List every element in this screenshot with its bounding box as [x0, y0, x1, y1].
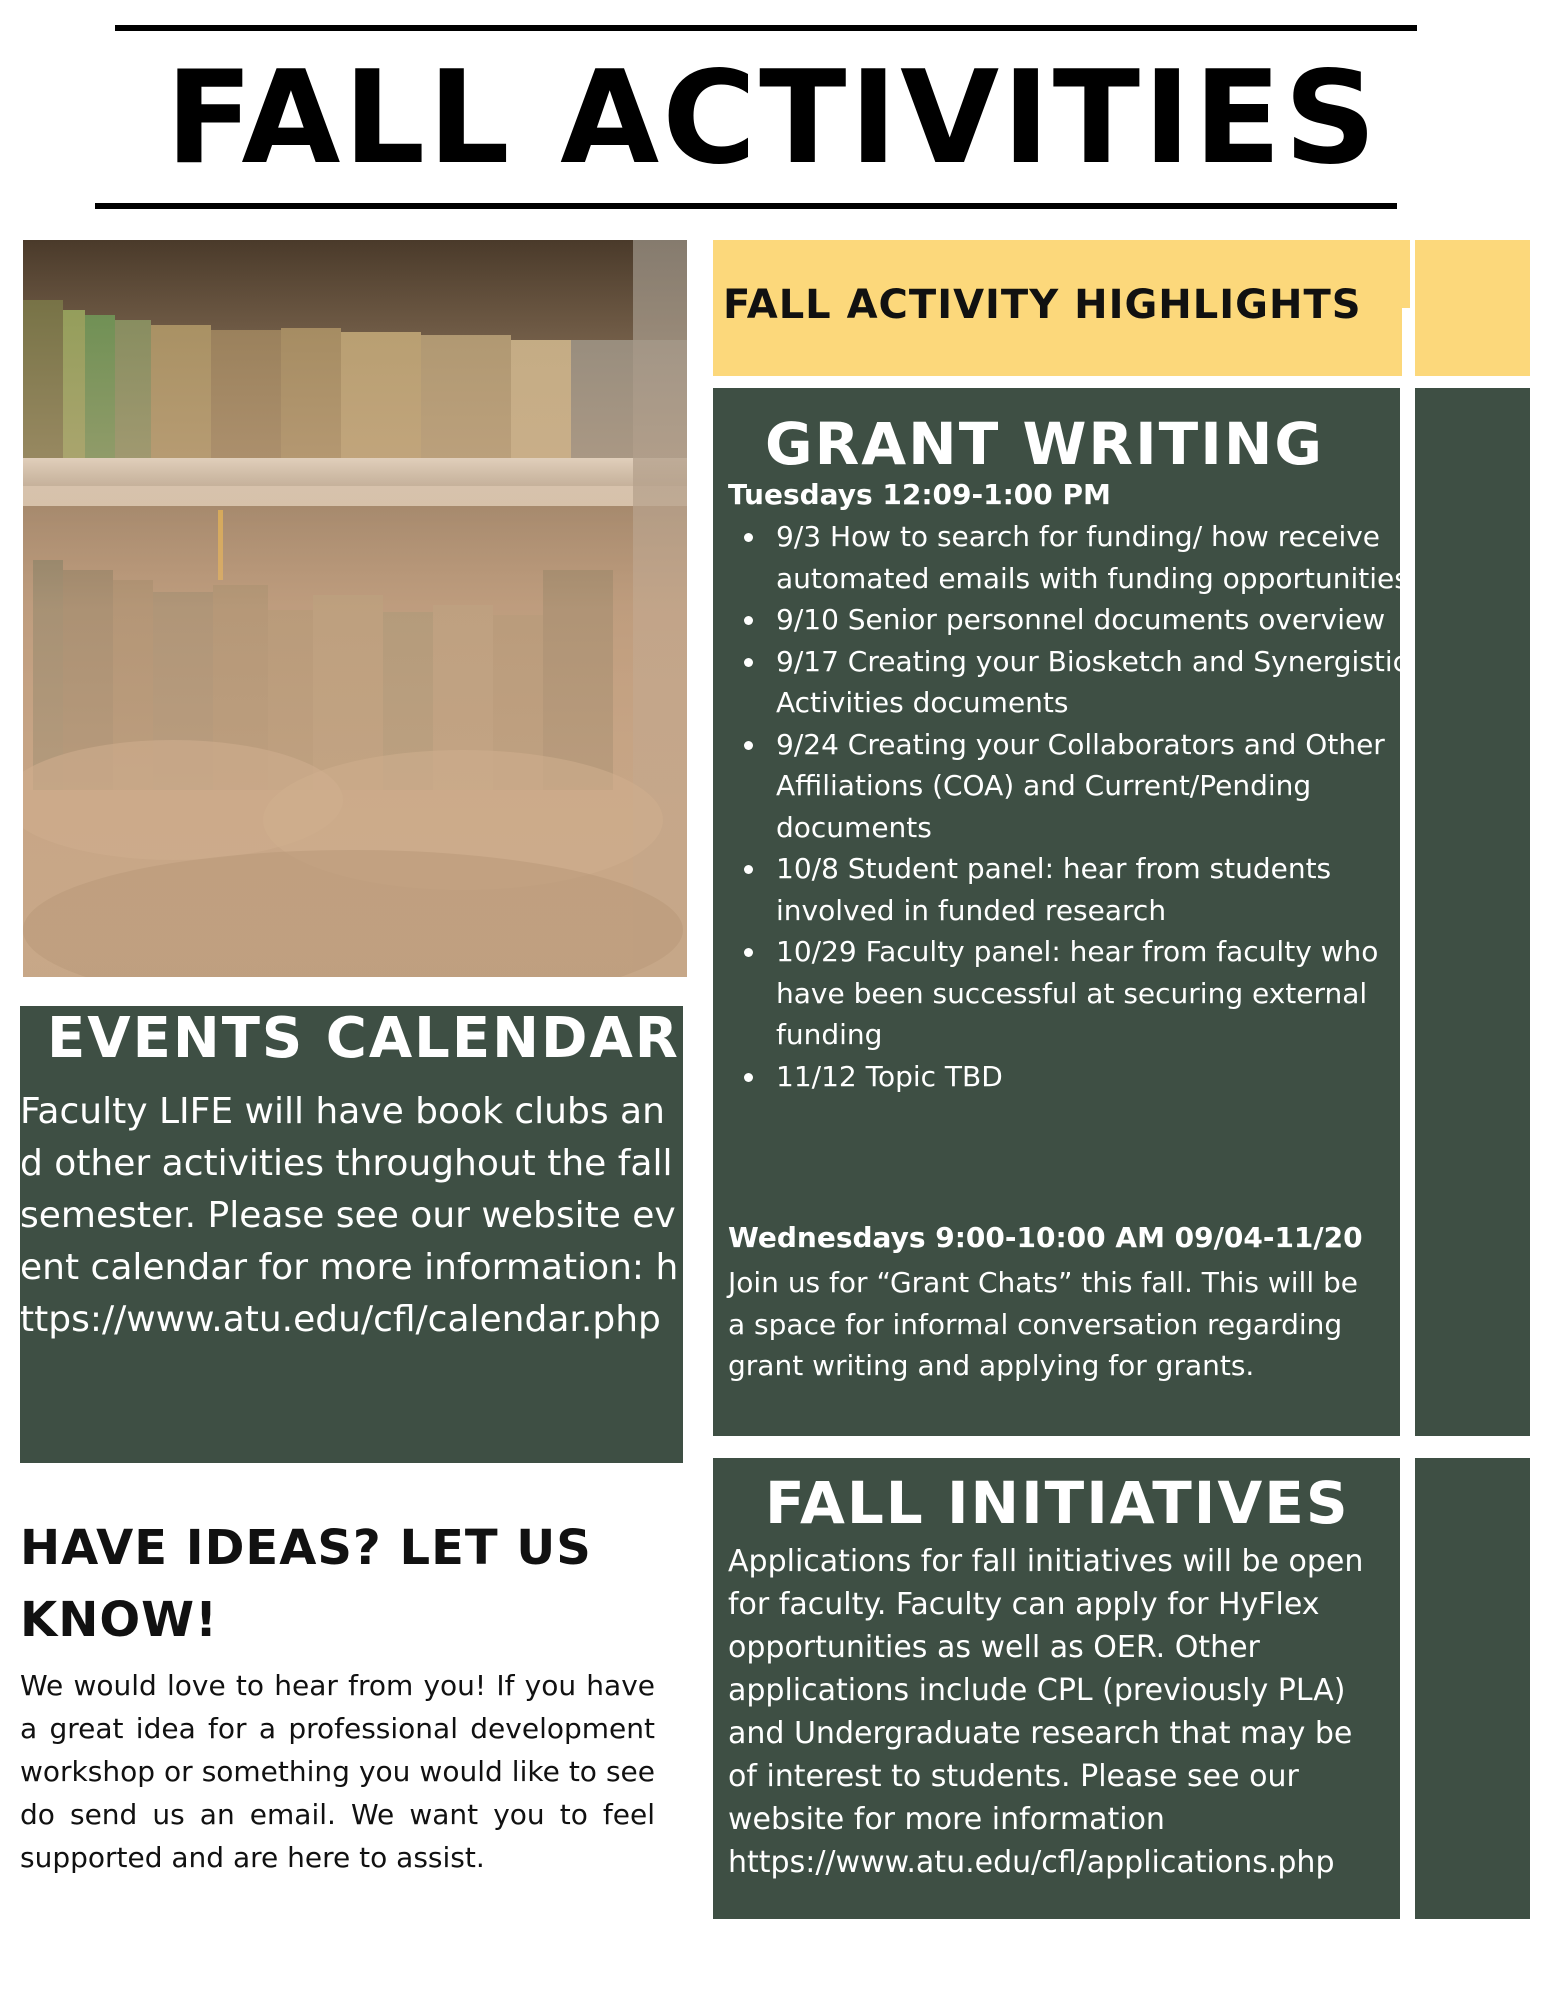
title-underline	[95, 203, 1397, 209]
list-item: 10/29 Faculty panel: hear from faculty who have been successful at securing external funding	[776, 931, 1416, 1056]
fall-initiatives-heading: FALL INITIATIVES	[765, 1469, 1350, 1537]
list-item: 9/3 How to search for funding/ how receive automated emails with funding opportunities	[776, 516, 1416, 599]
fall-initiatives-side-bar	[1415, 1458, 1530, 1919]
page-title: FALL ACTIVITIES	[165, 44, 1380, 193]
grant-writing-list	[728, 516, 1416, 1097]
list-item: 9/17 Creating your Biosketch and Synergistic Activities documents	[776, 641, 1416, 724]
grant-writing-heading: GRANT WRITING	[765, 410, 1324, 478]
events-calendar-text: Faculty LIFE will have book clubs and other activities throughout the fall semester. Please see our website event calendar for more information: https://www.atu.edu/cfl/calendar.php	[20, 1091, 679, 1340]
events-calendar-heading: EVENTS CALENDAR	[47, 1006, 680, 1071]
list-item: 10/8 Student panel: hear from students involved in funded research	[776, 848, 1416, 931]
grant-writing-schedule: Tuesdays 12:09-1:00 PM	[728, 478, 1111, 511]
highlights-title: FALL ACTIVITY HIGHLIGHTS	[723, 282, 1362, 328]
highlights-banner-side	[1415, 240, 1530, 376]
have-ideas-text: We would love to hear from you! If you have a great idea for a professional development workshop or something you would like to see do send us an email. We want you to feel supported and are here to assist.	[20, 1669, 655, 1874]
wednesday-schedule: Wednesdays 9:00-10:00 AM 09/04-11/20	[728, 1221, 1363, 1254]
bookshelf-photo	[23, 240, 687, 977]
grant-writing-side-bar	[1415, 388, 1530, 1436]
have-ideas-heading: HAVE IDEAS? LET US KNOW!	[20, 1520, 592, 1648]
fall-initiatives-text: Applications for fall initiatives will be open for faculty. Faculty can apply for HyFlex opportunities as well as OER. Other applications include CPL (previously PLA) and Undergraduate research that may be of interest to students. Please see our website for more information https://www.atu.edu/cfl/applications.php	[728, 1544, 1364, 1880]
list-item: 11/12 Topic TBD	[776, 1056, 1416, 1098]
highlights-divider	[1402, 308, 1414, 376]
top-rule	[115, 25, 1417, 31]
list-item: 9/24 Creating your Collaborators and Other Affiliations (COA) and Current/Pending documents	[776, 724, 1416, 849]
grant-chats-text: Join us for “Grant Chats” this fall. This will be a space for informal conversation regarding grant writing and applying for grants.	[728, 1266, 1358, 1382]
list-item: 9/10 Senior personnel documents overview	[776, 599, 1416, 641]
